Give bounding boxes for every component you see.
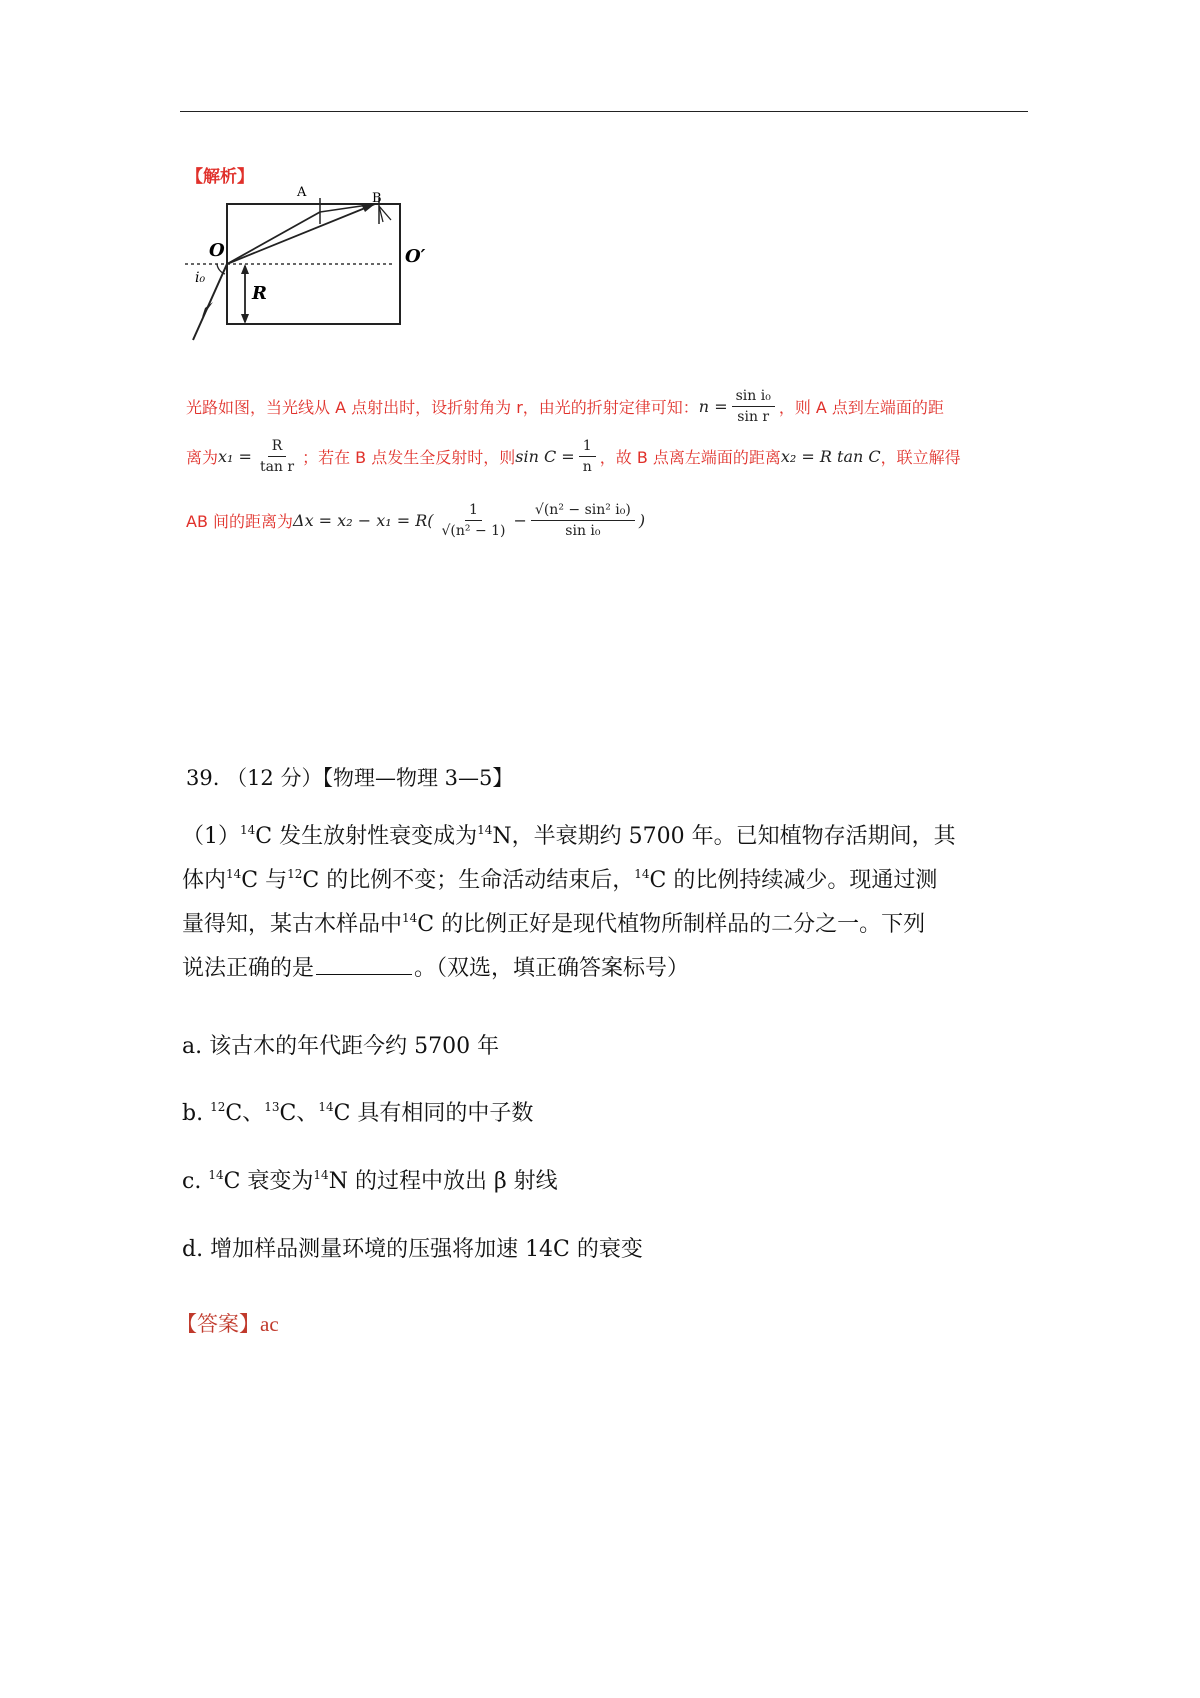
fraction-denominator: n	[582, 459, 592, 475]
analysis-text: ；若在 B 点发生全反射时，则	[302, 448, 516, 467]
fraction-denominator: tan r	[259, 459, 295, 475]
stem-line: $(1)^{14}C$ 发生放射性衰变成为$^{14}$N，半衰期约 5700 年。已知植物存活期间，其	[182, 823, 956, 849]
ray-to-A	[227, 212, 320, 264]
formula: Δx = x₂ − x₁ = R(	[293, 511, 434, 530]
analysis-line-2	[186, 438, 961, 475]
analysis-line-3	[186, 502, 645, 539]
answer-line	[176, 1308, 279, 1338]
label-A: A	[297, 185, 307, 200]
label-B: B	[372, 191, 382, 206]
stem-line: 说法正确的是 。（双选，填正确答案标号）	[182, 956, 690, 981]
label-i0: i₀	[195, 270, 206, 286]
analysis-text: 光路如图，当光线从 A 点射出时，设折射角为 r，由光的折射定律可知：	[186, 398, 699, 417]
analysis-text: ，则 A 点到左端面的距	[778, 398, 944, 417]
stem-line: 量得知，某古木样品中$^{14}$C 的比例正好是现代植物所制样品的二分之一。下列	[182, 911, 926, 937]
fraction-numerator: R	[268, 438, 287, 457]
header-rule	[180, 111, 1028, 112]
answer-blank	[316, 974, 412, 975]
fraction-numerator: 1	[465, 502, 482, 521]
fraction-denominator: sin r	[737, 409, 770, 425]
option-d: d. 增加样品测量环境的压强将加速 14C 的衰变	[182, 1237, 643, 1262]
label-O-prime: O′	[405, 246, 426, 267]
analysis-text: ，故 B 点离左端面的距离	[599, 448, 781, 467]
analysis-line-1	[186, 388, 944, 425]
analysis-text: AB 间的距离为	[186, 512, 294, 531]
fraction-numerator: sin i₀	[732, 388, 775, 407]
formula: sin C =	[515, 447, 575, 466]
fraction	[256, 438, 298, 475]
optics-diagram	[185, 185, 445, 370]
option-b: b. $^{12}$C、$^{13}$C、$^{14}$C 具有相同的中子数	[182, 1100, 534, 1126]
fraction-denominator: √(n² − 1)	[441, 523, 506, 539]
answer-label: 【答案】	[176, 1312, 260, 1336]
question-title: 39. （12 分）【物理—物理 3—5】	[186, 766, 514, 790]
formula: n =	[698, 397, 728, 416]
option-a: a. 该古木的年代距今约 5700 年	[182, 1034, 500, 1059]
fraction	[579, 438, 596, 475]
arrow-head	[202, 302, 213, 317]
fraction	[531, 502, 635, 539]
formula: −	[513, 511, 527, 530]
label-R: R	[252, 283, 267, 304]
fraction-numerator: 1	[579, 438, 596, 457]
formula: x₁ =	[218, 447, 252, 466]
formula: x₂ = R tan C	[780, 447, 881, 466]
label-O: O	[209, 240, 225, 261]
analysis-label: 【解析】	[186, 167, 254, 187]
formula: )	[638, 511, 646, 530]
fraction	[732, 388, 775, 425]
fraction-denominator: sin i₀	[565, 523, 601, 539]
analysis-text: ，联立解得	[880, 448, 961, 467]
stem-line: 体内$^{14}$C 与$^{12}$C 的比例不变；生命活动结束后，$^{14}$C 的比例持续减少。现通过测	[182, 867, 938, 893]
answer-value: ac	[260, 1312, 279, 1336]
ray-to-B	[227, 204, 375, 264]
fraction	[438, 502, 510, 539]
question-stem	[182, 815, 1032, 991]
fraction-numerator: √(n² − sin² i₀)	[531, 502, 635, 521]
analysis-text: 离为	[186, 448, 219, 467]
option-c: c. $^{14}$C 衰变为$^{14}$N 的过程中放出 β 射线	[182, 1168, 558, 1194]
